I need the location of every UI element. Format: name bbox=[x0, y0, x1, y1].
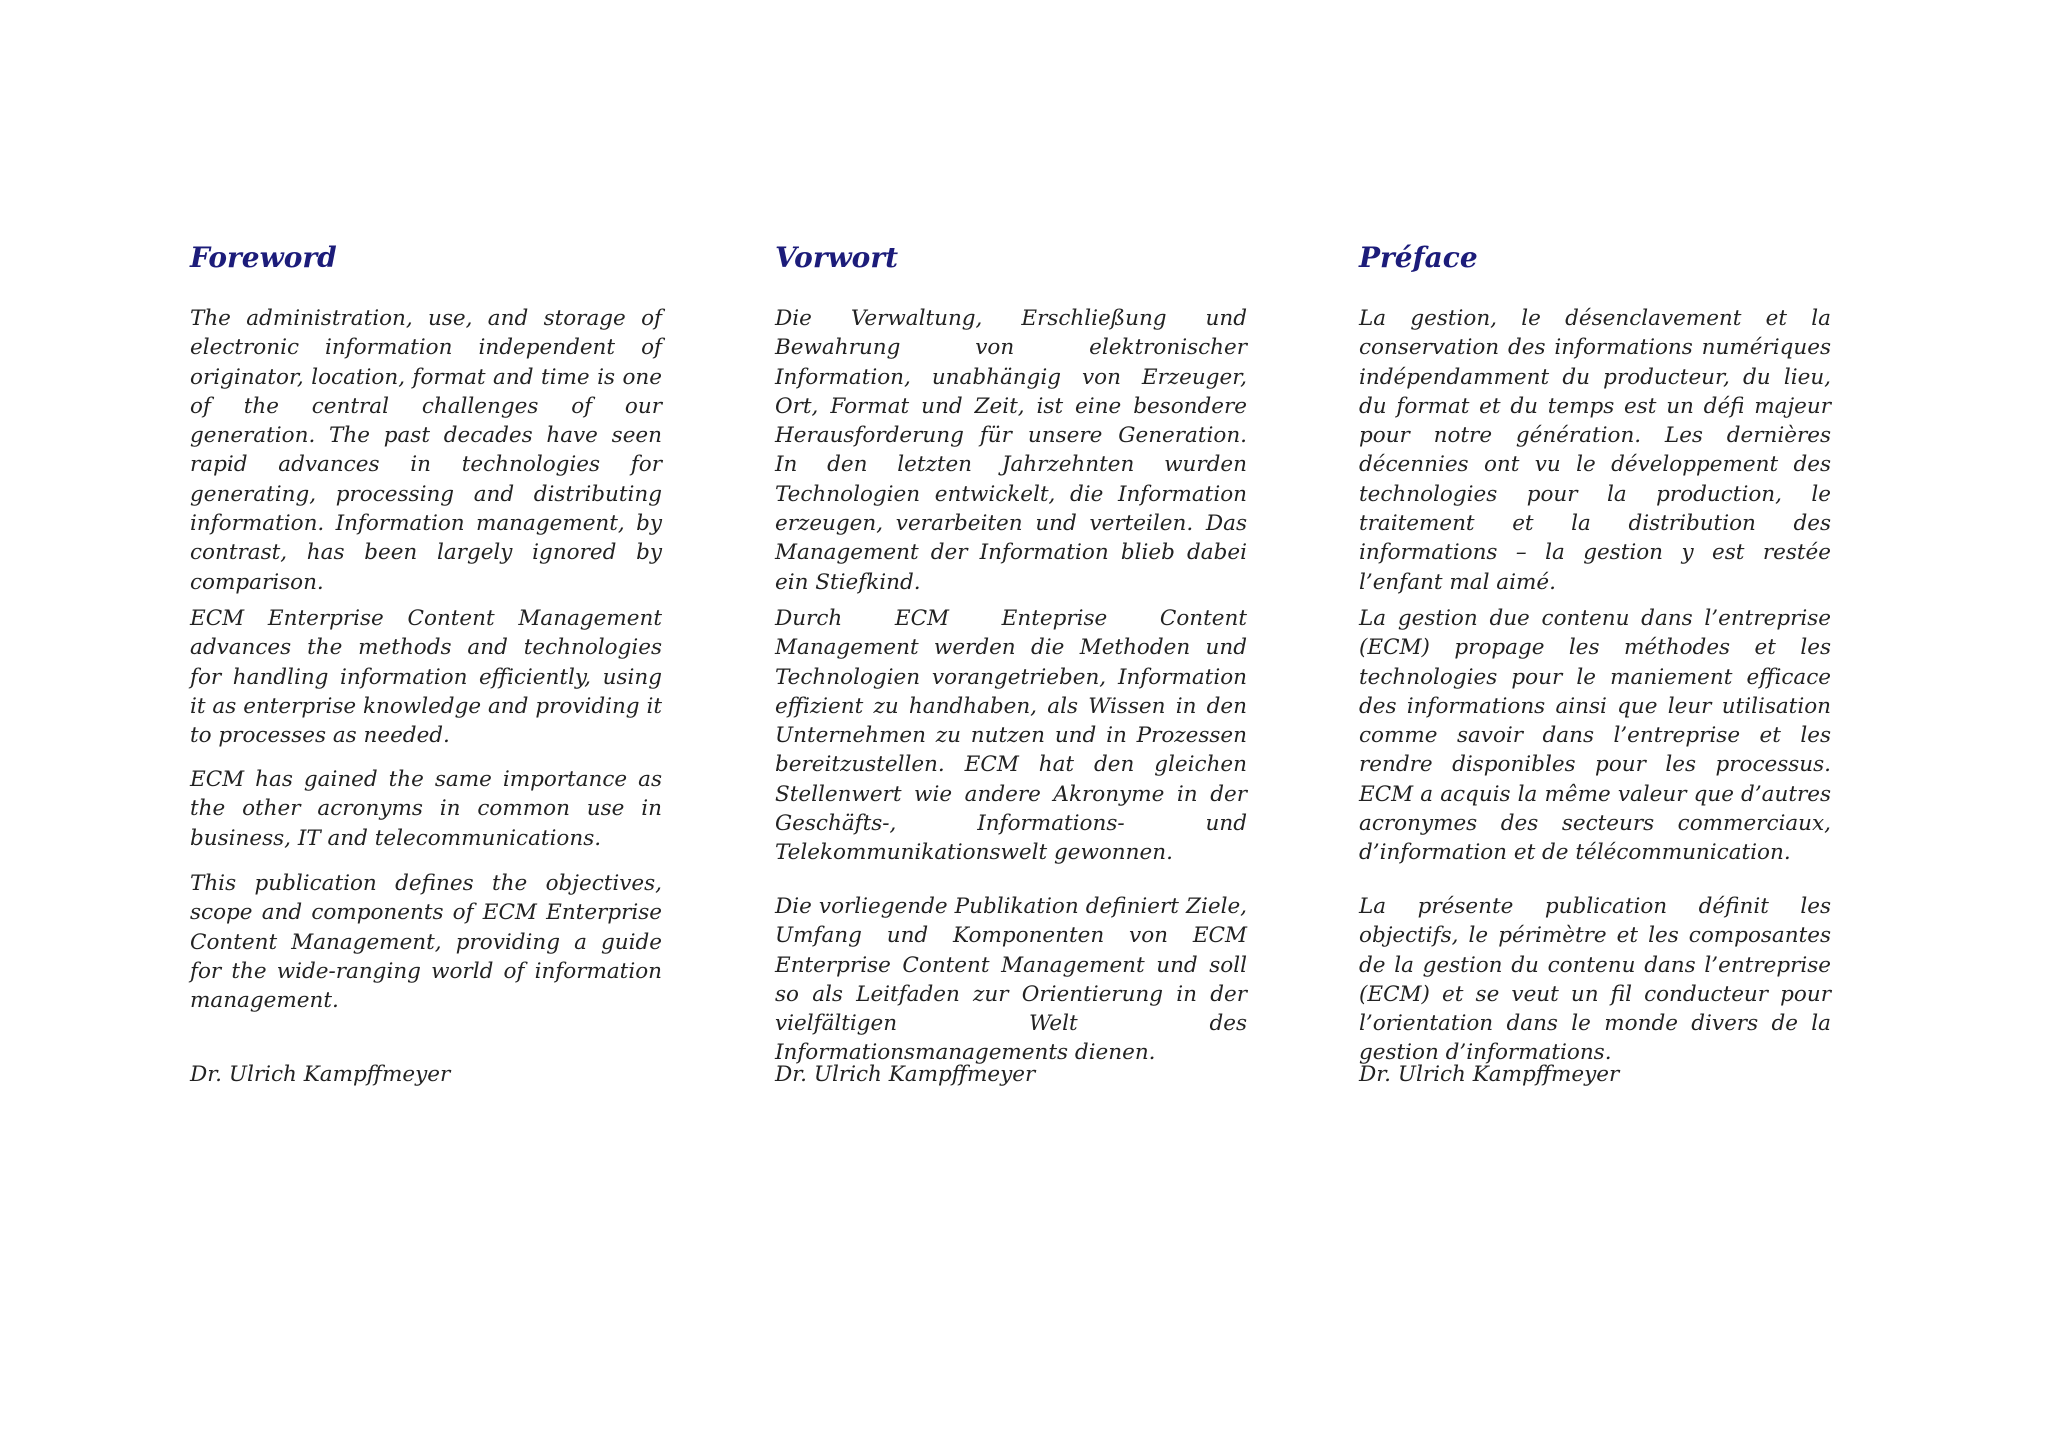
vorwort-paragraph-3: Die vorliegende Publikation definiert Ziele, Umfang und Komponenten von ECM Enterprise Content Management und soll so als Leitfaden zur Orientierung in der vielfältigen Welt des Informationsmanagements dienen. bbox=[775, 894, 1247, 1066]
foreword-paragraph-3: ECM has gained the same importance as the other acronyms in common use in business, IT and telecommunications. bbox=[190, 767, 662, 851]
preface-signature: Dr. Ulrich Kampffmeyer bbox=[1359, 1062, 1620, 1087]
preface-heading: Préface bbox=[1359, 241, 1478, 274]
foreword-paragraph-2: ECM Enterprise Content Management advances the methods and technologies for handling information efficiently, using it as enterprise knowledge and providing it to processes as needed. bbox=[190, 606, 662, 749]
foreword-paragraph-4: This publication defines the objectives, scope and components of ECM Enterprise Content Management, providing a guide for the wide-ranging world of information management. bbox=[190, 871, 662, 1014]
foreword-column-english bbox=[190, 238, 662, 1087]
vorwort-paragraph-1: Die Verwaltung, Erschließung und Bewahrung von elektronischer Information, unabhängig von Erzeuger, Ort, Format und Zeit, ist eine besondere Herausforderung für unsere Generation. In den letzten Jahrzehnten wurden Technologien entwickelt, die Information erzeugen, verarbeiten und verteilen. Das Management der Information blieb dabei ein Stiefkind. bbox=[775, 306, 1247, 595]
foreword-heading: Foreword bbox=[190, 241, 337, 274]
preface-column-french bbox=[1359, 238, 1831, 1087]
foreword-paragraph-1: The administration, use, and storage of electronic information independent of originator, location, format and time is one of the central challenges of our generation. The past decades have seen rapid advances in technologies for generating, processing and distributing information. Information management, by contrast, has been largely ignored by comparison. bbox=[190, 306, 662, 595]
preface-paragraph-3: La présente publication définit les objectifs, le périmètre et les composantes de la gestion du contenu dans l’entreprise (ECM) et se veut un fil conducteur pour l’orientation dans le monde divers de la gestion d’informations. bbox=[1359, 894, 1831, 1066]
foreword-signature: Dr. Ulrich Kampffmeyer bbox=[190, 1062, 451, 1087]
vorwort-paragraph-2: Durch ECM Enteprise Content Management werden die Methoden und Technologien vorangetrieben, Information effizient zu handhaben, als Wissen in den Unternehmen zu nutzen und in Prozessen bereitzustellen. ECM hat den gleichen Stellenwert wie andere Akronyme in der Geschäfts-, Informations- und Telekommunikationswelt gewonnen. bbox=[775, 606, 1247, 866]
preface-paragraph-2: La gestion due contenu dans l’entreprise (ECM) propage les méthodes et les technologies pour le maniement efficace des informations ainsi que leur utilisation comme savoir dans l’entreprise et les rendre disponibles pour les processus. ECM a acquis la même valeur que d’autres acronymes des secteurs commerciaux, d’information et de télécommunication. bbox=[1359, 606, 1831, 866]
vorwort-column-german bbox=[775, 238, 1247, 1087]
vorwort-signature: Dr. Ulrich Kampffmeyer bbox=[775, 1062, 1036, 1087]
preface-paragraph-1: La gestion, le désenclavement et la conservation des informations numériques indépendamment du producteur, du lieu, du format et du temps est un défi majeur pour notre génération. Les dernières décennies ont vu le développement des technologies pour la production, le traitement et la distribution des informations – la gestion y est restée l’enfant mal aimé. bbox=[1359, 306, 1831, 595]
vorwort-heading: Vorwort bbox=[775, 241, 899, 274]
